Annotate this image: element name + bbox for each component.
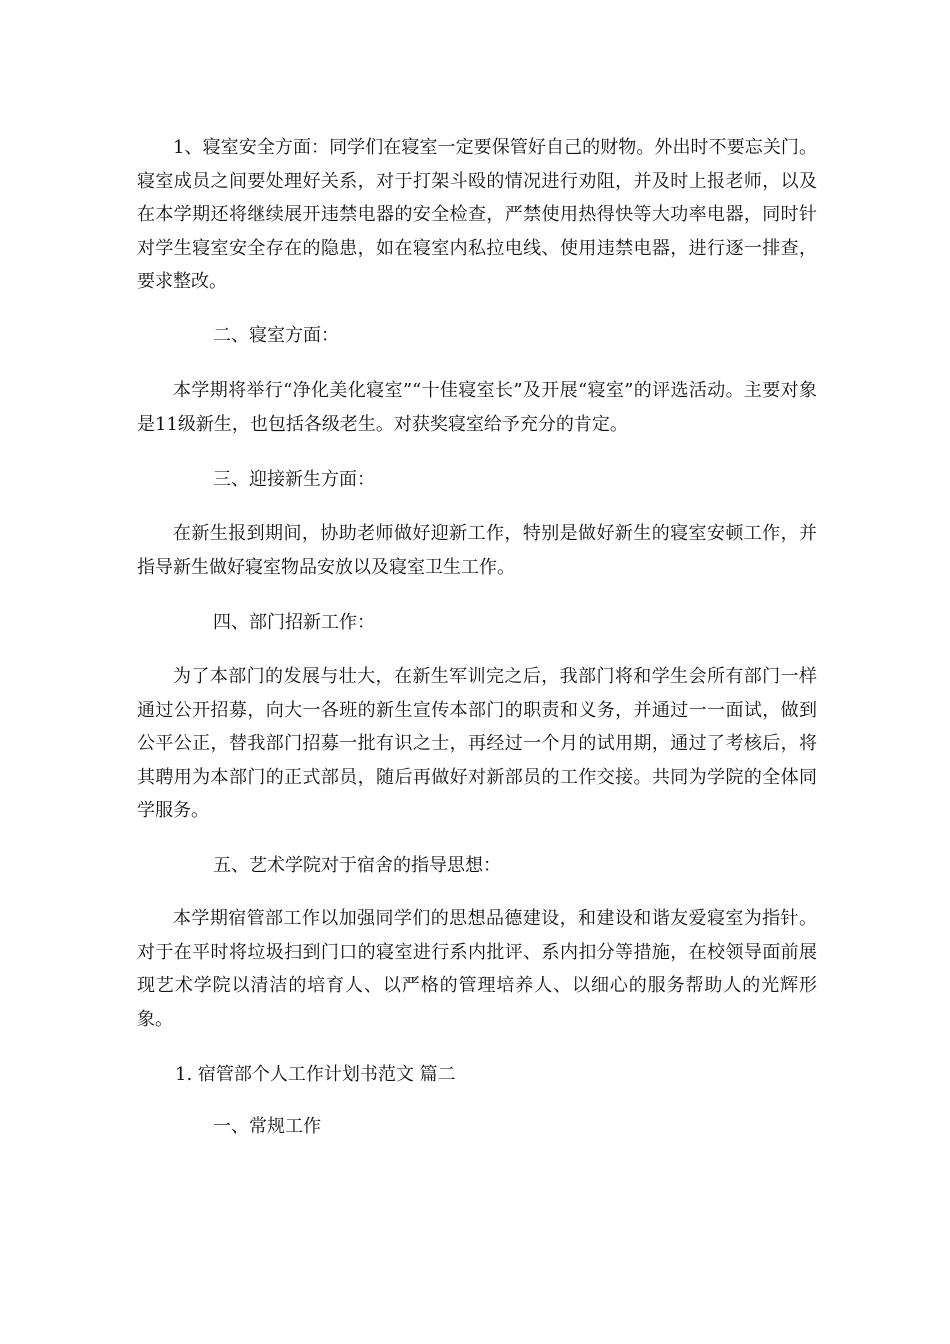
heading-guiding-ideology: 五、艺术学院对于宿舍的指导思想： <box>213 855 501 876</box>
paragraph-welcome-freshmen: 在新生报到期间，协助老师做好迎新工作，特别是做好新生的寝室安顿工作，并指导新生做好寝室物品安放以及寝室卫生工作。 <box>137 523 817 578</box>
section-title-part-two: 1. 宿管部个人工作计划书范文 篇二 <box>175 1064 456 1085</box>
paragraph-guiding-ideology: 本学期宿管部工作以加强同学们的思想品德建设，和建设和谐友爱寝室为指针。对于在平时将垃圾扫到门口的寝室进行系内批评、系内扣分等措施，在校领导面前展现艺术学院以清洁的培育人、以严格的管理培养人、以细心的服务帮助人的光辉形象。 <box>137 908 817 1030</box>
heading-dorm: 二、寝室方面： <box>213 325 339 346</box>
paragraph-recruitment: 为了本部门的发展与壮大，在新生军训完之后，我部门将和学生会所有部门一样通过公开招募，向大一各班的新生宣传本部门的职责和义务，并通过一一面试，做到公平公正，替我部门招募一批有识之士，再经过一个月的试用期，通过了考核后，将其聘用为本部门的正式部员，随后再做好对新部员的工作交接。共同为学院的全体同学服务。 <box>137 666 817 821</box>
heading-welcome-freshmen: 三、迎接新生方面： <box>213 469 375 490</box>
paragraph-dorm-activities: 本学期将举行“净化美化寝室”“十佳寝室长”及开展“寝室”的评选活动。主要对象是11级新生，也包括各级老生。对获奖寝室给予充分的肯定。 <box>137 380 817 435</box>
heading-routine-work: 一、常规工作 <box>213 1116 321 1137</box>
heading-recruitment: 四、部门招新工作： <box>213 612 375 633</box>
paragraph-dorm-safety: 1、寝室安全方面：同学们在寝室一定要保管好自己的财物。外出时不要忘关门。寝室成员之间要处理好关系，对于打架斗殴的情况进行劝阻，并及时上报老师，以及在本学期还将继续展开违禁电器的安全检查，严禁使用热得快等大功率电器，同时针对学生寝室安全存在的隐患，如在寝室内私拉电线、使用违禁电器，进行逐一排查，要求整改。 <box>137 137 817 292</box>
